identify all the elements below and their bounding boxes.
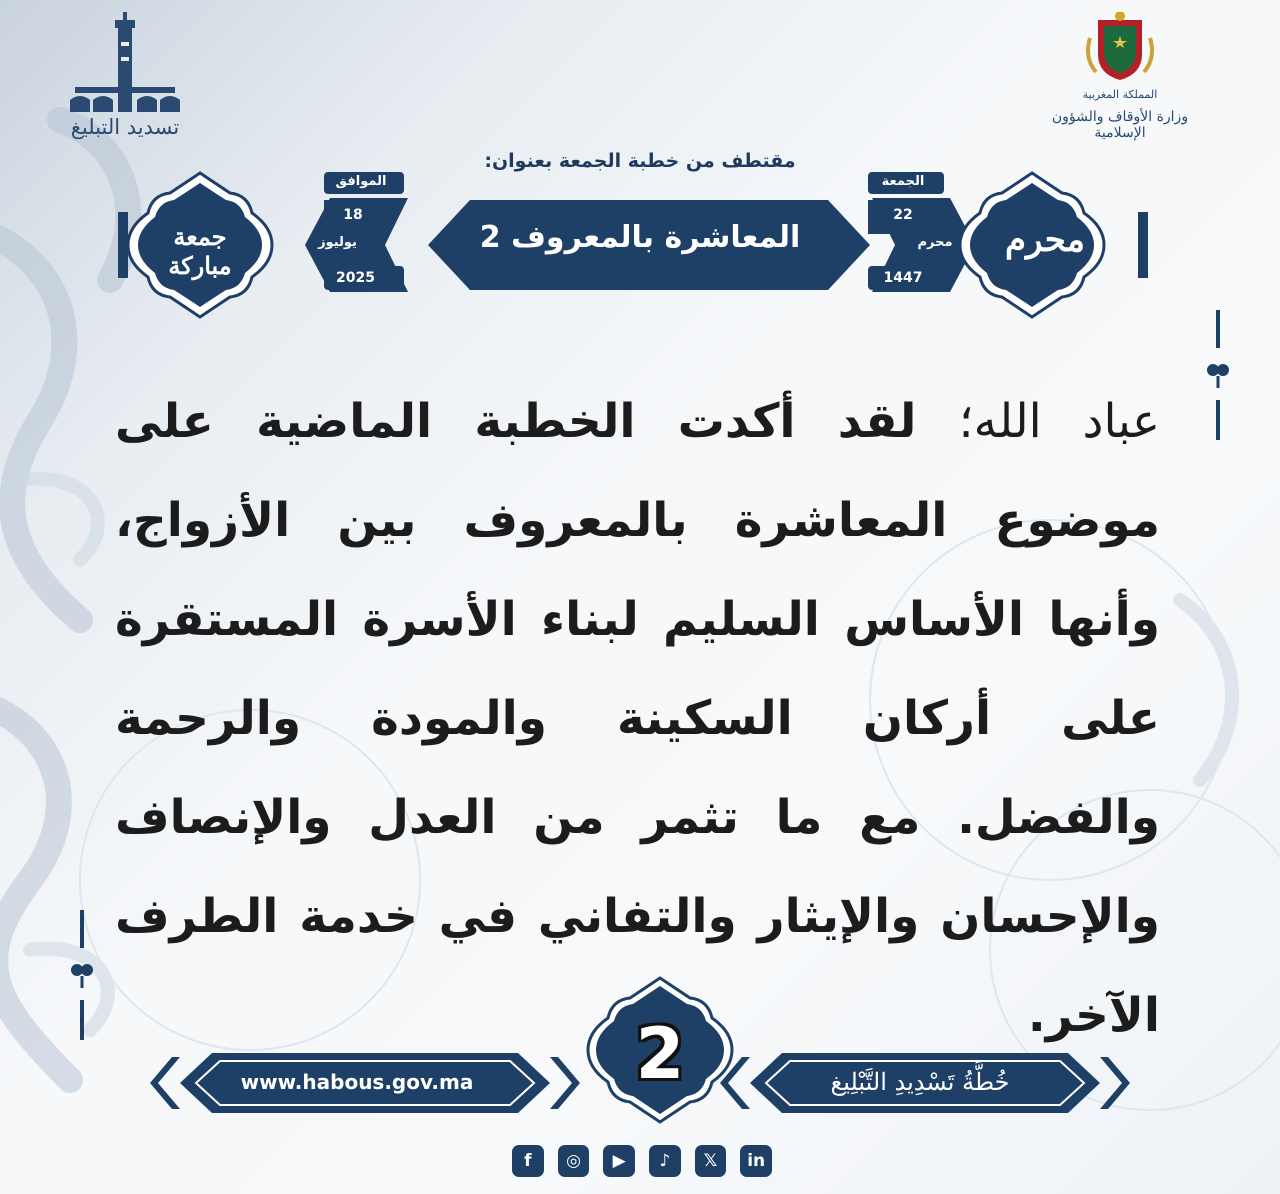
sermon-body: لقد أكدت الخطبة الماضية على موضوع المعاشرة بالمعروف بين الأزواج، وأنها الأساس السليم لبناء الأسرة المستقرة على أركان السكينة والمودة والرحمة والفضل. مع ما تثمر من العدل والإنصاف والإحسان والإيثار والتفاني في خدمة الطرف الآخر. xyxy=(115,394,1160,1043)
tiktok-icon[interactable]: ♪ xyxy=(649,1145,681,1177)
hijri-month: محرم xyxy=(917,235,953,250)
month-badge: محرم xyxy=(1005,220,1085,260)
gregorian-month: يوليوز xyxy=(318,235,357,250)
ministry-label: وزارة الأوقاف والشؤون الإسلامية xyxy=(1051,109,1189,141)
gregorian-year: 2025 xyxy=(336,270,375,286)
left-side-ornament xyxy=(67,910,97,1040)
tasdid-logo-caption: تسديد التبليغ xyxy=(70,115,180,139)
website-link[interactable]: www.habous.gov.ma xyxy=(240,1070,474,1094)
instagram-icon[interactable]: ◎ xyxy=(558,1145,590,1177)
facebook-icon[interactable]: f xyxy=(512,1145,544,1177)
youtube-icon[interactable]: ▶ xyxy=(603,1145,635,1177)
ministry-logo xyxy=(1030,12,1210,141)
gregorian-label: الموافق xyxy=(335,174,387,189)
x-icon[interactable]: 𝕏 xyxy=(695,1145,727,1177)
hijri-year: 1447 xyxy=(883,270,923,286)
hijri-day-name: الجمعة xyxy=(881,174,925,189)
sermon-excerpt xyxy=(115,372,1160,1065)
hijri-day-number: 22 xyxy=(893,207,913,223)
mosque-minaret-icon xyxy=(55,12,195,117)
page-number: 2 xyxy=(635,1013,685,1095)
kingdom-label: المملكة المغربية xyxy=(1082,88,1158,101)
sermon-subtitle: مقتطف من خطبة الجمعة بعنوان: xyxy=(484,150,796,172)
tasdid-tabligh-logo xyxy=(55,12,195,147)
right-side-ornament xyxy=(1203,310,1233,440)
sermon-lead: عباد الله؛ xyxy=(958,394,1160,449)
royal-coat-of-arms-icon xyxy=(1030,12,1210,84)
social-links xyxy=(512,1145,772,1179)
sermon-title: المعاشرة بالمعروف 2 xyxy=(479,220,801,255)
gregorian-day: 18 xyxy=(343,207,363,223)
linkedin-icon[interactable]: in xyxy=(740,1145,772,1177)
jumua-mubaraka-badge: جمعة مباركة xyxy=(168,222,232,280)
plan-name: خُطَّةُ تَسْدِيدِ التَّبْلِيغ xyxy=(830,1068,1010,1096)
